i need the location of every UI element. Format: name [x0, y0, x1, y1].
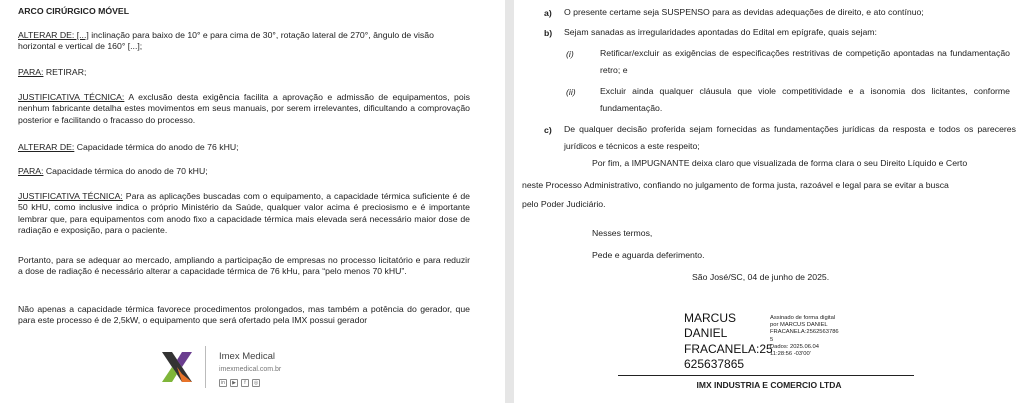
- footer-company-name: Imex Medical: [219, 351, 275, 362]
- item-a-text: O presente certame seja SUSPENSO para as devidas adequações de direito, e ato contínuo;: [564, 7, 924, 17]
- item-ii-label: (ii): [566, 87, 576, 97]
- closing-line-3: pelo Poder Judiciário.: [522, 199, 606, 209]
- paragraph-justificativa-1: JUSTIFICATIVA TÉCNICA: A exclusão desta exigência facilita a aprovação e admissão de equipamentos, pois nenhum fabricante detalha estes movimentos em seus manuais, por serem irrelevantes, dificultando a comprovação posterior e facilitando o fracasso do processo.: [18, 92, 470, 125]
- item-i-text: Retificar/excluir as exigências de especificações restritivas de competição apontadas na fundamentação retro; e: [600, 48, 1010, 75]
- digital-sign-line-2: por MARCUS DANIEL: [770, 322, 828, 328]
- place-date: São José/SC, 04 de junho de 2025.: [692, 272, 830, 282]
- digital-sign-line-5: Dados: 2025.06.04: [770, 344, 819, 350]
- closing-line-1: Por fim, a IMPUGNANTE deixa claro que visualizada de forma clara o seu Direito Líquido e Certo: [592, 158, 968, 168]
- linkedin-icon[interactable]: in: [219, 379, 227, 387]
- digital-sign-line-4: 5: [770, 337, 774, 343]
- item-a-letter: a): [544, 8, 552, 18]
- nesses-termos: Nesses termos,: [592, 228, 653, 238]
- digital-sign-line-6: 11:28:56 -03'00': [770, 351, 811, 357]
- digital-sign-line-3: FRACANELA:2562563786: [770, 329, 839, 335]
- item-i-label: (i): [566, 49, 574, 59]
- imex-logo-icon: [160, 350, 194, 384]
- item-b-text: Sejam sanadas as irregularidades apontadas do Edital em epígrafe, quais sejam:: [564, 27, 877, 37]
- facebook-icon[interactable]: f: [241, 379, 249, 387]
- signature-name-line-2: DANIEL: [684, 326, 728, 340]
- item-b-letter: b): [544, 28, 553, 38]
- company-name: IMX INDUSTRIA E COMERCIO LTDA: [696, 380, 842, 390]
- signature-name-line-3: FRACANELA:25: [684, 342, 773, 356]
- paragraph-alterar-1: ALTERAR DE: [...] inclinação para baixo de 10° e para cima de 30°, rotação lateral de 270°, ângulo de visão horizontal e vertical de 160° [...];: [18, 30, 434, 52]
- paragraph-alterar-2: ALTERAR DE: Capacidade térmica do anodo de 76 kHU;: [18, 142, 239, 152]
- item-ii-text: Excluir ainda qualquer cláusula que viole competitividade e a isonomia dos licitantes, conforme fundamentação.: [600, 86, 1010, 113]
- signature-name-line-1: MARCUS: [684, 311, 737, 325]
- item-c-letter: c): [544, 125, 552, 135]
- youtube-icon[interactable]: ▶: [230, 379, 238, 387]
- closing-line-2: neste Processo Administrativo, confiando no julgamento de forma justa, razoável e legal para se evitar a busca: [522, 180, 949, 190]
- digital-sign-line-1: Assinado de forma digital: [770, 315, 836, 321]
- footer-divider: [205, 346, 206, 388]
- item-c-text: De qualquer decisão proferida sejam fornecidas as fundamentações jurídicas da resposta e todos os pareceres jurídicos e técnicos a este respeito;: [564, 124, 1016, 151]
- footer-website[interactable]: imexmedical.com.br: [219, 366, 282, 373]
- section-title: ARCO CIRÚRGICO MÓVEL: [18, 6, 130, 16]
- left-page: [0, 0, 505, 403]
- footer-social-icons: [219, 379, 260, 387]
- paragraph-para-2: PARA: Capacidade térmica do anodo de 70 kHU;: [18, 166, 208, 176]
- paragraph-para-1: PARA: RETIRAR;: [18, 67, 87, 77]
- right-page: [514, 0, 1024, 403]
- paragraph-nao-apenas: Não apenas a capacidade térmica favorece procedimentos prolongados, mas também a potência do gerador, que para este processo é de 2,5kW, o equipamento que será ofertado pela IMX possui gerador: [18, 304, 470, 326]
- paragraph-portanto: Portanto, para se adequar ao mercado, ampliando a participação de empresas no processo licitatório e para reduzir a dose de radiação é necessário alterar a capacidade térmica de 76 kHu, para “pelo menos 70 kHU”.: [18, 255, 470, 277]
- signature-name-line-4: 625637865: [684, 357, 745, 371]
- instagram-icon[interactable]: ◎: [253, 380, 259, 386]
- paragraph-justificativa-2: JUSTIFICATIVA TÉCNICA: Para as aplicações buscadas com o equipamento, a capacidade térmica suficiente é de 50 kHU, como inclusive indica o próprio Ministério da Saúde, qualquer valor acima é preciosismo e é importante lembrar que, para equipamentos com anodo fixo a capacidade térmica mais elevada será necessário maior dose de radiação e exposição, para o paciente.: [18, 191, 471, 236]
- signature-line: [618, 375, 914, 376]
- pede-deferimento: Pede e aguarda deferimento.: [592, 250, 705, 260]
